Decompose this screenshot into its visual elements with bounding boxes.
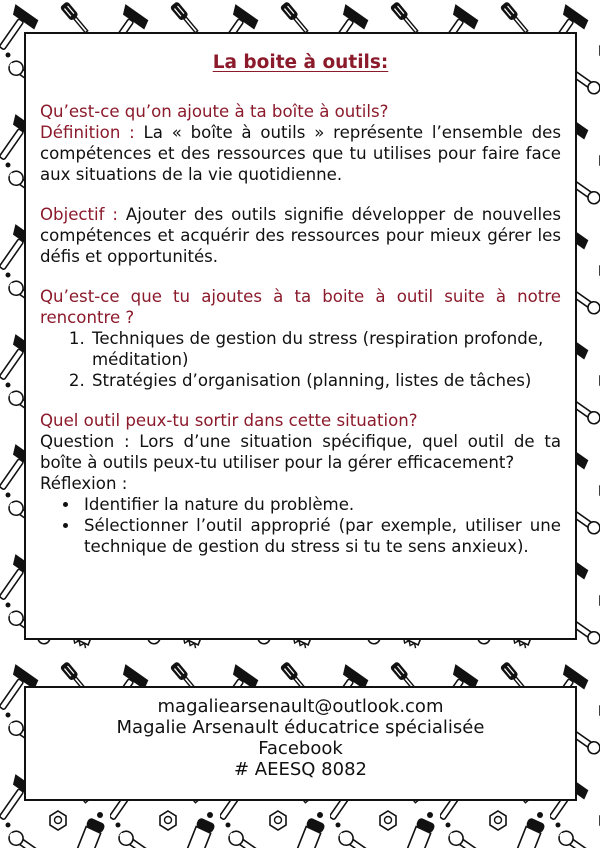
objectif-paragraph bbox=[40, 204, 561, 267]
definition-label: Définition : bbox=[40, 123, 135, 142]
list-item: 2. Stratégies d’organisation (planning, listes de tâches) bbox=[90, 370, 561, 391]
contact-footer-card bbox=[24, 686, 577, 801]
section3-question: Qu’est-ce que tu ajoutes à ta boite à outil suite à notre rencontre ? bbox=[40, 287, 561, 327]
reflexion-list bbox=[40, 494, 561, 557]
objectif-text: Ajouter des outils signifie développer de nouvelles compétences et acquérir des ressources pour mieux gérer les défis et opportunités. bbox=[40, 205, 561, 266]
tools-list bbox=[40, 328, 561, 391]
list-item: • Sélectionner l’outil approprié (par exemple, utiliser une technique de gestion du stress si tu te sens anxieux). bbox=[80, 515, 561, 557]
definition-text: La « boîte à outils » représente l’ensemble des compétences et des ressources que tu utilises pour faire face aux situations de la vie quotidienne. bbox=[40, 123, 562, 184]
definition-paragraph bbox=[40, 122, 561, 185]
reflexion-label: Réflexion : bbox=[40, 474, 128, 493]
main-content-card bbox=[24, 32, 577, 640]
objectif-label: Objectif : bbox=[40, 205, 118, 224]
page-title: La boite à outils: bbox=[212, 52, 389, 73]
section4-question: Quel outil peux-tu sortir dans cette situation? bbox=[40, 411, 418, 430]
contact-name: Magalie Arsenault éducatrice spécialisée bbox=[116, 717, 485, 738]
contact-email: magaliearsenault@outlook.com bbox=[157, 696, 444, 717]
contact-code: # AEESQ 8082 bbox=[234, 759, 367, 780]
question-text: Question : Lors d’une situation spécifique, quel outil de ta boîte à outils peux-tu utiliser pour la gérer efficacement? bbox=[40, 432, 561, 472]
list-item: • Identifier la nature du problème. bbox=[80, 494, 561, 515]
contact-social: Facebook bbox=[258, 738, 343, 759]
list-item: 1. Techniques de gestion du stress (respiration profonde, méditation) bbox=[90, 328, 561, 370]
section1-question: Qu’est-ce qu’on ajoute à ta boîte à outils? bbox=[40, 102, 389, 121]
